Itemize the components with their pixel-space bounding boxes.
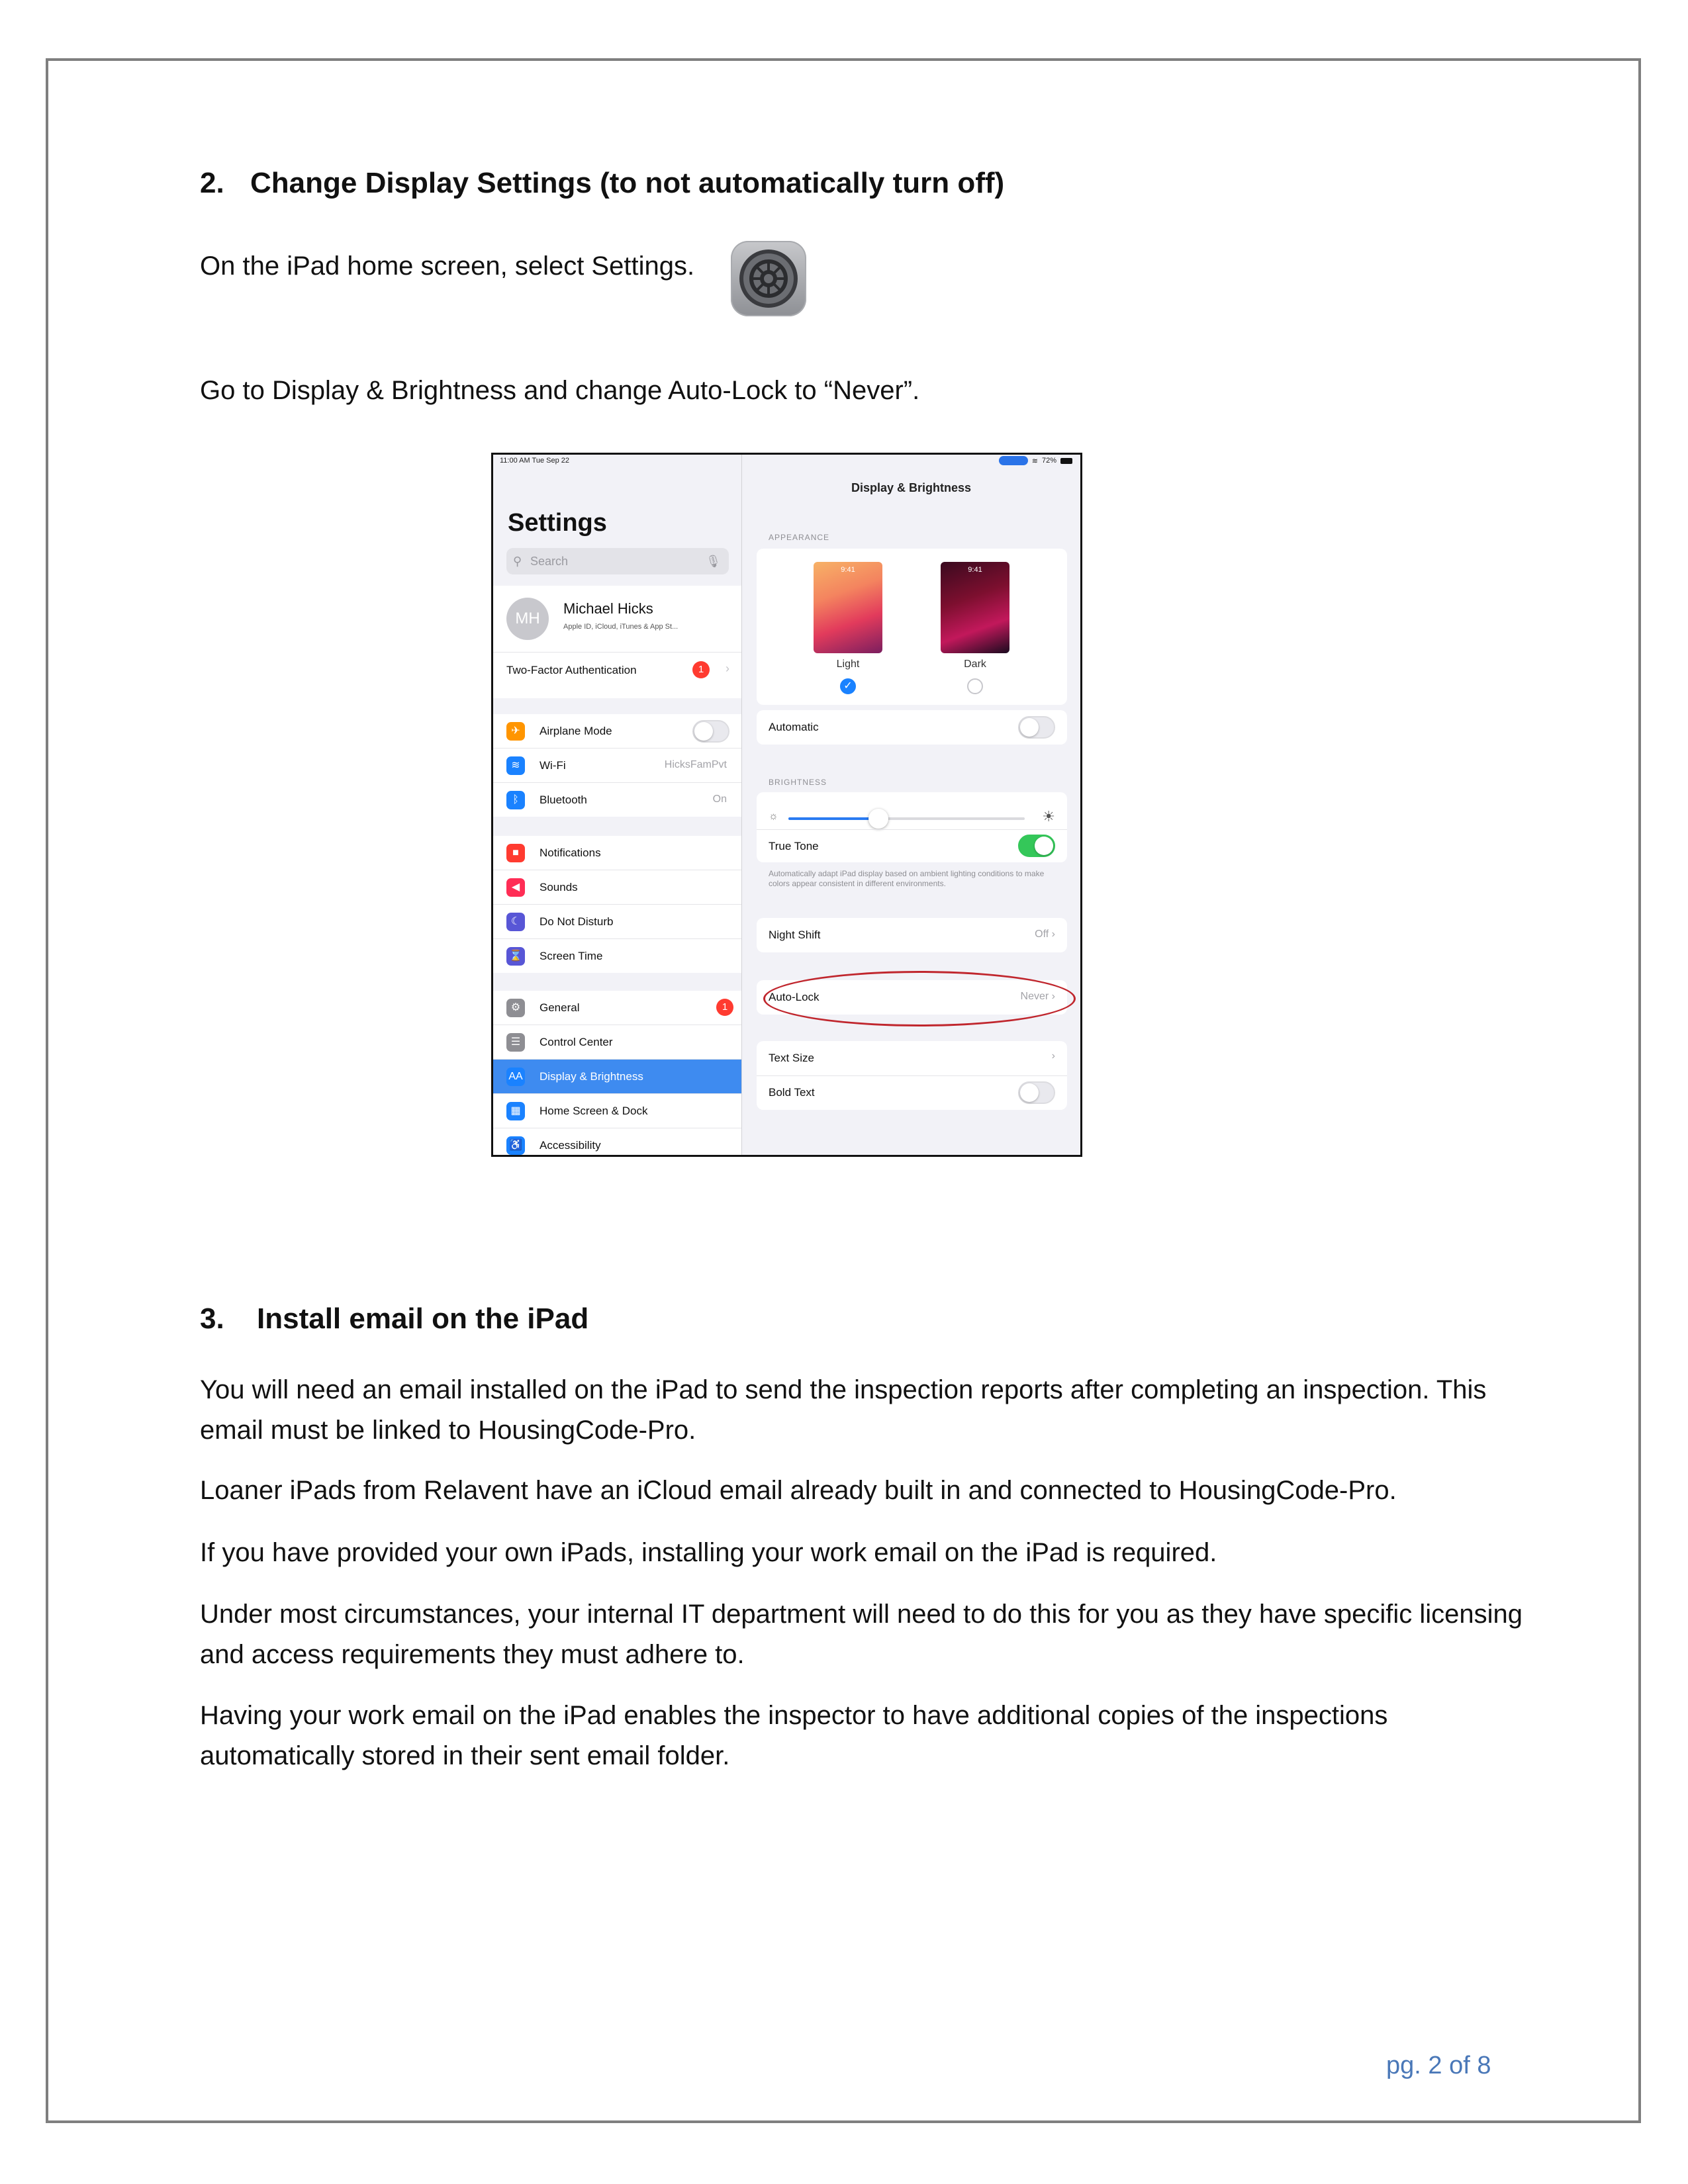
screen-time-label: Screen Time xyxy=(539,950,603,962)
night-shift-label: Night Shift xyxy=(769,929,821,941)
section-2-number: 2. xyxy=(200,167,224,199)
airplane-mode-label: Airplane Mode xyxy=(539,725,612,737)
page-number: pg. 2 of 8 xyxy=(1386,2052,1491,2079)
profile-group xyxy=(493,586,741,698)
paragraph-work-email-benefit: Having your work email on the iPad enables the inspector to have additional copies of the inspections automatically stored in their sent email folder. xyxy=(200,1701,1388,1770)
section-2-heading xyxy=(200,167,1004,200)
accessibility-label: Accessibility xyxy=(539,1139,601,1152)
home-screen-label: Home Screen & Dock xyxy=(539,1105,648,1117)
true-tone-toggle[interactable] xyxy=(1018,835,1055,857)
accessibility-icon: ♿ xyxy=(506,1136,525,1155)
bold-text-label: Bold Text xyxy=(769,1086,815,1099)
pane-title: Display & Brightness xyxy=(851,481,972,494)
display-brightness-label: Display & Brightness xyxy=(539,1070,643,1083)
search-icon: ⚲ xyxy=(513,555,522,568)
notifications-icon: ■ xyxy=(506,844,525,862)
wifi-status-icon: ≋ xyxy=(1031,457,1038,465)
dark-radio[interactable] xyxy=(967,678,983,694)
sounds-icon: ◀ xyxy=(506,878,525,897)
text-size-row[interactable] xyxy=(757,1041,1067,1076)
section-2-title: Change Display Settings (to not automatically turn off) xyxy=(250,167,1005,199)
bluetooth-value: On xyxy=(712,794,727,805)
text-card xyxy=(757,1041,1067,1110)
paragraph-loaner-ipads: Loaner iPads from Relavent have an iCloud email already built in and connected to HousingCode-Pro. xyxy=(200,1476,1397,1505)
auto-lock-label: Auto-Lock xyxy=(769,991,820,1003)
airplane-icon: ✈ xyxy=(506,722,525,741)
control-center-row[interactable] xyxy=(493,1025,741,1060)
light-label: Light xyxy=(836,659,860,670)
dark-appearance-thumbnail[interactable] xyxy=(941,562,1009,653)
automatic-label: Automatic xyxy=(769,721,819,733)
paragraph-email-requirement: You will need an email installed on the iPad to send the inspection reports after completing an inspection. This email must be linked to HousingCode-Pro. xyxy=(200,1375,1487,1445)
two-factor-row[interactable] xyxy=(493,653,741,687)
general-group xyxy=(493,991,741,1157)
display-icon: AA xyxy=(506,1068,525,1086)
chevron-right-icon: › xyxy=(726,662,729,675)
brightness-card xyxy=(757,792,1067,862)
true-tone-label: True Tone xyxy=(769,840,819,852)
true-tone-description: Automatically adapt iPad display based on ambient lighting conditions to make colors appear consistent in different environments. xyxy=(769,869,1045,888)
section-3-heading xyxy=(200,1302,588,1336)
accessibility-row[interactable] xyxy=(493,1128,741,1157)
ipad-settings-screenshot xyxy=(491,453,1082,1157)
airplane-mode-toggle[interactable] xyxy=(692,720,729,743)
connectivity-group xyxy=(493,714,741,817)
dark-thumb-time: 9:41 xyxy=(968,566,982,574)
paragraph-it-department: Under most circumstances, your internal IT department will need to do this for you as they have specific licensing and access requirements they must adhere to. xyxy=(200,1600,1523,1669)
brightness-fill xyxy=(788,817,878,820)
settings-app-icon xyxy=(731,241,806,316)
search-field[interactable] xyxy=(506,548,729,574)
brightness-header: BRIGHTNESS xyxy=(769,778,827,787)
battery-icon xyxy=(1060,458,1072,464)
text-size-label: Text Size xyxy=(769,1052,814,1064)
light-radio[interactable]: ✓ xyxy=(840,678,856,694)
settings-title: Settings xyxy=(508,509,607,537)
wifi-value: HicksFamPvt xyxy=(664,759,727,770)
control-center-icon: ☰ xyxy=(506,1033,525,1052)
two-factor-label: Two-Factor Authentication xyxy=(506,664,637,676)
light-thumb-time: 9:41 xyxy=(841,566,855,574)
notifications-group xyxy=(493,836,741,973)
night-shift-value: Off › xyxy=(1035,929,1055,940)
battery-percent: 72% xyxy=(1041,457,1056,465)
night-shift-value-text: Off xyxy=(1035,929,1049,940)
paragraph-own-ipads: If you have provided your own iPads, installing your work email on the iPad is required. xyxy=(200,1538,1217,1567)
instruction-auto-lock: Go to Display & Brightness and change Auto-Lock to “Never”. xyxy=(200,376,920,405)
bold-text-toggle[interactable] xyxy=(1018,1081,1055,1104)
apple-id-row[interactable] xyxy=(493,586,741,653)
status-time: 11:00 AM Tue Sep 22 xyxy=(500,457,569,465)
settings-sidebar xyxy=(493,455,742,1155)
instruction-select-settings: On the iPad home screen, select Settings. xyxy=(200,251,695,281)
section-3-number: 3. xyxy=(200,1302,224,1335)
home-screen-icon: ▦ xyxy=(506,1102,525,1120)
auto-lock-value: Never › xyxy=(1020,991,1055,1002)
wifi-label: Wi-Fi xyxy=(539,759,566,772)
light-appearance-thumbnail[interactable] xyxy=(814,562,882,653)
home-screen-row[interactable] xyxy=(493,1094,741,1128)
appearance-header: APPEARANCE xyxy=(769,533,830,542)
profile-name: Michael Hicks xyxy=(563,600,653,617)
appearance-card xyxy=(757,549,1067,705)
bluetooth-label: Bluetooth xyxy=(539,794,587,806)
airplane-mode-row[interactable] xyxy=(493,714,741,749)
general-label: General xyxy=(539,1001,580,1014)
avatar: MH xyxy=(506,598,549,640)
sounds-row[interactable] xyxy=(493,870,741,905)
do-not-disturb-row[interactable] xyxy=(493,905,741,939)
brightness-slider[interactable] xyxy=(788,817,1025,820)
screen-recording-icon xyxy=(999,456,1028,465)
sounds-label: Sounds xyxy=(539,881,578,893)
gear-icon: ⚙ xyxy=(506,999,525,1017)
sun-large-icon: ☀ xyxy=(1042,808,1055,825)
general-row[interactable] xyxy=(493,991,741,1025)
automatic-toggle[interactable] xyxy=(1018,716,1055,739)
notifications-row[interactable] xyxy=(493,836,741,870)
screen-time-row[interactable] xyxy=(493,939,741,973)
auto-lock-value-text: Never xyxy=(1020,991,1049,1002)
profile-subtitle: Apple ID, iCloud, iTunes & App St... xyxy=(563,623,679,631)
automatic-card xyxy=(757,710,1067,745)
highlight-ellipse xyxy=(763,971,1076,1026)
hourglass-icon: ⌛ xyxy=(506,947,525,966)
divider xyxy=(757,829,1067,830)
sun-small-icon: ☼ xyxy=(769,811,778,822)
status-icons xyxy=(999,456,1072,465)
microphone-icon: 🎙 xyxy=(706,555,721,568)
notifications-label: Notifications xyxy=(539,846,601,859)
search-placeholder: Search xyxy=(530,555,569,568)
display-brightness-row[interactable] xyxy=(493,1060,741,1094)
section-3-title: Install email on the iPad xyxy=(257,1302,589,1335)
wifi-icon: ≋ xyxy=(506,756,525,775)
brightness-knob[interactable] xyxy=(868,809,888,829)
wifi-row[interactable] xyxy=(493,749,741,783)
do-not-disturb-label: Do Not Disturb xyxy=(539,915,614,928)
night-shift-card[interactable] xyxy=(757,918,1067,952)
chevron-right-icon: › xyxy=(1051,1050,1055,1062)
bluetooth-icon: ᛒ xyxy=(506,791,525,809)
bluetooth-row[interactable] xyxy=(493,783,741,817)
display-brightness-pane xyxy=(742,455,1080,1155)
moon-icon: ☾ xyxy=(506,913,525,931)
control-center-label: Control Center xyxy=(539,1036,613,1048)
dark-label: Dark xyxy=(964,659,986,670)
two-factor-badge: 1 xyxy=(692,661,710,678)
general-badge: 1 xyxy=(716,999,733,1016)
